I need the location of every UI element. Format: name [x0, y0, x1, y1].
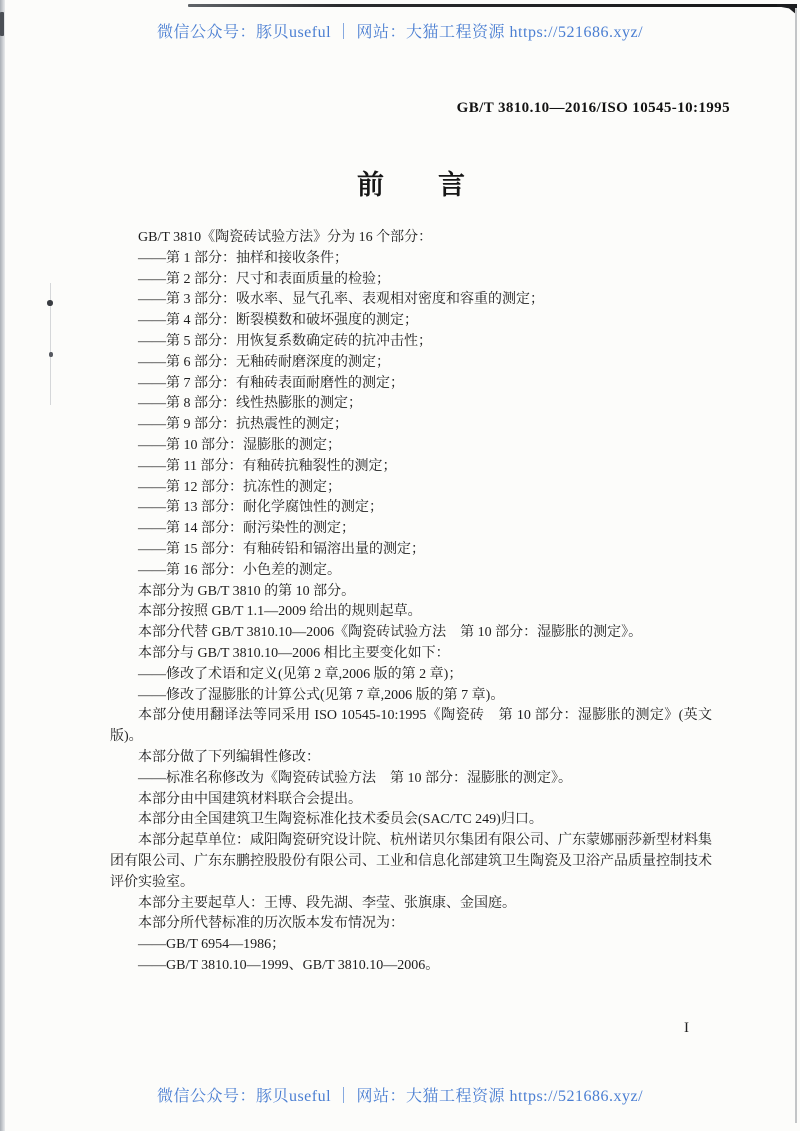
watermark-url: https://521686.xyz/ [509, 1088, 644, 1105]
scan-edge-left [0, 0, 5, 1131]
page-number: I [684, 1020, 689, 1036]
paragraph: ——第 9 部分：抗热震性的测定； [138, 417, 348, 433]
page-title: 前 言 [357, 170, 465, 200]
paragraph: 本部分为 GB/T 3810 的第 10 部分。 [138, 583, 356, 599]
paragraph: ——第 12 部分：抗冻性的测定； [138, 479, 341, 495]
paragraph: GB/T 3810《陶瓷砖试验方法》分为 16 个部分： [138, 230, 433, 245]
paragraph: ——第 15 部分：有釉砖铅和镉溶出量的测定； [138, 541, 425, 557]
paragraph: 本部分由中国建筑材料联合会提出。 [138, 791, 362, 807]
scan-right-edge-line [795, 8, 797, 1123]
scan-top-edge-line [188, 4, 797, 7]
binding-mark-dot [47, 300, 53, 306]
paragraph: ——第 1 部分：抽样和接收条件； [138, 250, 348, 266]
paragraph: 本部分由全国建筑卫生陶瓷标准化技术委员会(SAC/TC 249)归口。 [138, 812, 543, 828]
paragraph: ——第 3 部分：吸水率、显气孔率、表观相对密度和容重的测定； [138, 292, 544, 308]
paragraph: 本部分所代替标准的历次版本发布情况为： [138, 916, 404, 932]
paragraph: ——第 5 部分：用恢复系数确定砖的抗冲击性； [138, 333, 432, 349]
watermark-url: https://521686.xyz/ [509, 24, 644, 41]
paragraph: 本部分起草单位：咸阳陶瓷研究设计院、杭州诺贝尔集团有限公司、广东蒙娜丽莎新型材料集团有限公司、广东东鹏控股股份有限公司、工业和信息化部建筑卫生陶瓷及卫浴产品质量控制技术评价实验室。 [110, 833, 712, 890]
paragraph: 本部分与 GB/T 3810.10—2006 相比主要变化如下： [138, 645, 450, 661]
paragraph: ——第 16 部分：小色差的测定。 [138, 562, 341, 578]
paragraph: ——GB/T 6954—1986； [138, 937, 286, 953]
paragraph: 本部分按照 GB/T 1.1—2009 给出的规则起草。 [138, 604, 422, 620]
paragraph: ——第 10 部分：湿膨胀的测定； [138, 437, 341, 453]
watermark-bottom [0, 1083, 800, 1106]
paragraph: ——GB/T 3810.10—1999、GB/T 3810.10—2006。 [138, 957, 440, 973]
paragraph: ——第 6 部分：无釉砖耐磨深度的测定； [138, 354, 390, 370]
paragraph: ——第 4 部分：断裂模数和破坏强度的测定； [138, 313, 418, 329]
paragraph: 本部分使用翻译法等同采用 ISO 10545-10:1995《陶瓷砖 第 10 部分：湿膨胀的测定》(英文版)。 [110, 708, 712, 745]
paragraph: ——第 14 部分：耐污染性的测定； [138, 521, 355, 537]
paragraph: ——修改了湿膨胀的计算公式(见第 7 章,2006 版的第 7 章)。 [138, 687, 505, 703]
paragraph: ——第 8 部分：线性热膨胀的测定； [138, 396, 362, 412]
paragraph: 本部分代替 GB/T 3810.10—2006《陶瓷砖试验方法 第 10 部分：湿膨胀的测定》。 [138, 625, 643, 641]
paragraph: ——标准名称修改为《陶瓷砖试验方法 第 10 部分：湿膨胀的测定》。 [138, 770, 572, 786]
paragraph: ——第 11 部分：有釉砖抗釉裂性的测定； [138, 458, 397, 474]
watermark-text: 微信公众号：豚贝useful ｜ 网站：大猫工程资源 [156, 1088, 510, 1105]
watermark-top [0, 19, 800, 42]
watermark-text: 微信公众号：豚贝useful ｜ 网站：大猫工程资源 [156, 24, 510, 41]
scan-top-right-corner-mark [777, 4, 797, 15]
foreword-body [110, 228, 712, 977]
paragraph: ——第 7 部分：有釉砖表面耐磨性的测定； [138, 375, 404, 391]
binding-mark-dot [49, 352, 53, 357]
paragraph: ——第 2 部分：尺寸和表面质量的检验； [138, 271, 390, 287]
paragraph: 本部分主要起草人：王博、段先湖、李莹、张旗康、金国庭。 [138, 895, 516, 911]
paragraph: 本部分做了下列编辑性修改： [138, 749, 320, 765]
paragraph: ——第 13 部分：耐化学腐蚀性的测定； [138, 500, 383, 516]
paragraph: ——修改了术语和定义(见第 2 章,2006 版的第 2 章)； [138, 666, 463, 682]
standard-code: GB/T 3810.10—2016/ISO 10545-10:1995 [456, 100, 730, 116]
